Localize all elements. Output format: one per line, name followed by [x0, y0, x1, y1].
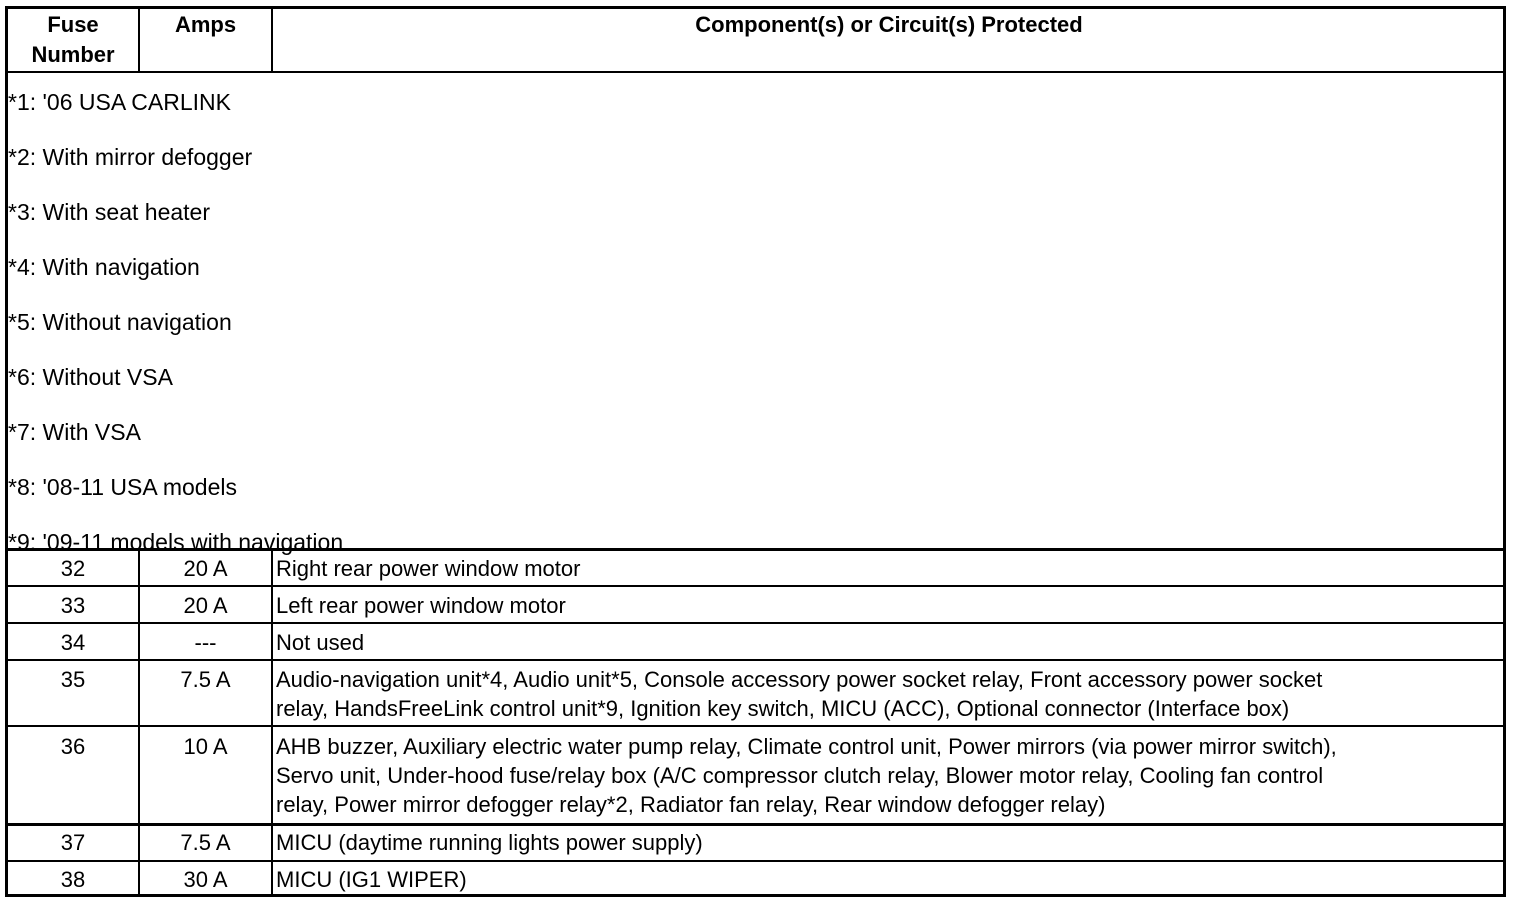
- fuse-component: Audio-navigation unit*4, Audio unit*5, Console accessory power socket relay, Front accessory power socket: [276, 667, 1323, 692]
- footnote: *7: With VSA: [8, 419, 141, 445]
- row-divider: [5, 823, 1506, 826]
- fuse-amps: 30 A: [183, 867, 228, 892]
- fuse-component: MICU (daytime running lights power supply): [276, 830, 703, 855]
- fuse-component: relay, HandsFreeLink control unit*9, Ignition key switch, MICU (ACC), Optional connector (Interface box): [276, 696, 1290, 721]
- header-divider: [5, 71, 1506, 73]
- fuse-number: 35: [60, 667, 86, 692]
- fuse-number: 38: [60, 867, 86, 892]
- fuse-component: AHB buzzer, Auxiliary electric water pump relay, Climate control unit, Power mirrors (via power mirror switch),: [276, 734, 1337, 759]
- footnote: *8: '08-11 USA models: [8, 474, 237, 500]
- footnote: *2: With mirror defogger: [8, 144, 253, 170]
- fuse-component: relay, Power mirror defogger relay*2, Radiator fan relay, Rear window defogger relay): [276, 792, 1106, 817]
- footnote: *3: With seat heater: [8, 199, 210, 225]
- fuse-amps: 7.5 A: [180, 667, 231, 692]
- fuse-component: MICU (IG1 WIPER): [276, 867, 467, 892]
- footnote: *6: Without VSA: [8, 364, 173, 390]
- footnote: *4: With navigation: [8, 254, 200, 280]
- header-fuse-number: Fuse Number: [31, 12, 115, 67]
- row-divider: [5, 725, 1506, 727]
- fuse-amps: 10 A: [183, 734, 228, 759]
- footnote: *9: '09-11 models with navigation: [8, 529, 344, 555]
- fuse-component: Left rear power window motor: [276, 593, 566, 618]
- header-components: Component(s) or Circuit(s) Protected: [695, 12, 1083, 37]
- fuse-number: 33: [60, 593, 86, 618]
- row-divider: [5, 860, 1506, 862]
- fuse-component: Right rear power window motor: [276, 556, 581, 581]
- fuse-component: Servo unit, Under-hood fuse/relay box (A/C compressor clutch relay, Blower motor relay, Cooling fan control: [276, 763, 1324, 788]
- fuse-number: 32: [60, 556, 86, 581]
- fuse-amps: 7.5 A: [180, 830, 231, 855]
- footnote: *1: '06 USA CARLINK: [8, 89, 231, 115]
- row-divider: [5, 659, 1506, 661]
- fuse-number: 37: [60, 830, 86, 855]
- fuse-number: 34: [60, 630, 86, 655]
- row-divider: [5, 585, 1506, 587]
- footnote: *5: Without navigation: [8, 309, 232, 335]
- footnotes: [8, 75, 343, 570]
- fuse-number: 36: [60, 734, 86, 759]
- row-divider: [5, 622, 1506, 624]
- fuse-amps: ---: [194, 630, 217, 655]
- fuse-amps: 20 A: [183, 556, 228, 581]
- header-amps: Amps: [174, 12, 237, 37]
- column-divider: [271, 549, 273, 897]
- fuse-component: Not used: [276, 630, 365, 655]
- fuse-amps: 20 A: [183, 593, 228, 618]
